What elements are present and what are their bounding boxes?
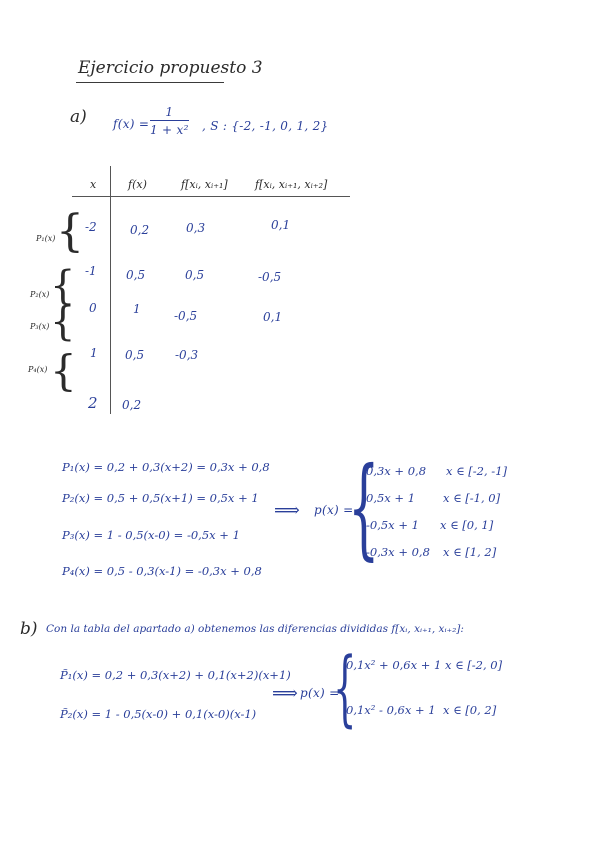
piecewise-domain: x ∈ [0, 2] <box>443 703 497 717</box>
poly-p3: P₃(x) = 1 - 0,5(x-0) = -0,5x + 1 <box>62 528 240 542</box>
piecewise-domain: x ∈ [-1, 0] <box>443 491 501 505</box>
table-fx-cell: 0,5 <box>126 268 146 282</box>
table-fx-cell: 0,2 <box>130 223 150 237</box>
table-x-cell: 0 <box>89 301 97 315</box>
poly-p1: P₁(x) = 0,2 + 0,3(x+2) = 0,3x + 0,8 <box>62 460 270 474</box>
piecewise-brace-icon: { <box>333 641 357 736</box>
piecewise-domain: x ∈ [-2, -1] <box>446 464 507 478</box>
header-fx: f(x) <box>128 178 147 191</box>
table-second-difference-cell: -0,5 <box>258 270 282 284</box>
table-second-difference-cell: 0,1 <box>263 310 283 324</box>
piecewise-expr: -0,5x + 1 <box>366 518 419 532</box>
poly-p4: P₄(x) = 0,5 - 0,3(x-1) = -0,3x + 0,8 <box>62 564 262 578</box>
table-second-difference-cell: 0,1 <box>271 218 291 232</box>
fraction-numerator: 1 <box>150 104 189 121</box>
table-x-cell: 1 <box>90 346 98 360</box>
piecewise-label: p(x) = <box>314 503 354 517</box>
function-fraction <box>150 104 189 139</box>
piecewise-expr: 0,3x + 0,8 <box>366 464 427 478</box>
brace-icon: { <box>50 346 77 395</box>
quadratic-poly-1: P̃₁(x) = 0,2 + 0,3(x+2) + 0,1(x+2)(x+1) <box>60 668 291 682</box>
table-x-cell: 2 <box>88 394 98 412</box>
piecewise-expr: 0,1x² + 0,6x + 1 <box>346 658 442 672</box>
brace-label-p3: P₃(x) <box>30 322 50 331</box>
table-fx-cell: 0,5 <box>125 348 145 362</box>
header-second-difference: f[xᵢ, xᵢ₊₁, xᵢ₊₂] <box>255 178 328 191</box>
part-b-label: b) <box>20 619 38 639</box>
table-first-difference-cell: 0,3 <box>186 221 206 235</box>
poly-p2: P₂(x) = 0,5 + 0,5(x+1) = 0,5x + 1 <box>62 491 259 505</box>
function-lhs: f(x) = <box>113 117 150 131</box>
piecewise-expr: 0,5x + 1 <box>366 491 416 505</box>
table-first-difference-cell: -0,5 <box>174 309 198 323</box>
table-first-difference-cell: -0,3 <box>175 348 199 362</box>
brace-icon: { <box>50 299 76 345</box>
implies-arrow-icon: ⟹ <box>274 500 300 521</box>
implies-arrow-icon: ⟹ <box>272 683 298 704</box>
brace-icon: { <box>50 263 76 309</box>
header-x: x <box>90 178 97 191</box>
table-column-rule <box>110 166 111 414</box>
quadratic-poly-2: P̃₂(x) = 1 - 0,5(x-0) + 0,1(x-0)(x-1) <box>60 707 257 721</box>
page-title: Ejercicio propuesto 3 <box>78 58 263 78</box>
piecewise-domain: x ∈ [0, 1] <box>440 518 494 532</box>
table-fx-cell: 0,2 <box>122 398 142 412</box>
piecewise-label: p(x) = <box>300 686 340 700</box>
fraction-denominator: 1 + x² <box>150 123 189 137</box>
part-b-text: Con la tabla del apartado a) obtenemos las diferencias divididas f[xᵢ, xᵢ₊₁, xᵢ₊₂]: <box>46 623 464 635</box>
table-x-cell: -2 <box>85 220 97 234</box>
piecewise-domain: x ∈ [1, 2] <box>443 545 497 559</box>
header-first-difference: f[xᵢ, xᵢ₊₁] <box>181 178 228 191</box>
title-underline <box>76 82 224 83</box>
table-fx-cell: 1 <box>133 302 141 316</box>
table-first-difference-cell: 0,5 <box>185 268 205 282</box>
piecewise-domain: x ∈ [-2, 0] <box>445 658 503 672</box>
brace-label-p4: P₄(x) <box>28 365 48 374</box>
part-a-label: a) <box>70 107 87 127</box>
table-x-cell: -1 <box>85 264 97 278</box>
piecewise-brace-icon: { <box>348 443 380 571</box>
piecewise-expr: -0,3x + 0,8 <box>366 545 430 559</box>
brace-label-p1: P₁(x) <box>36 234 56 243</box>
node-set: , S : {-2, -1, 0, 1, 2} <box>202 119 329 133</box>
brace-label-p2: P₂(x) <box>30 290 50 299</box>
piecewise-expr: 0,1x² - 0,6x + 1 <box>346 703 436 717</box>
brace-icon: { <box>56 206 84 257</box>
table-header-rule <box>72 196 350 197</box>
